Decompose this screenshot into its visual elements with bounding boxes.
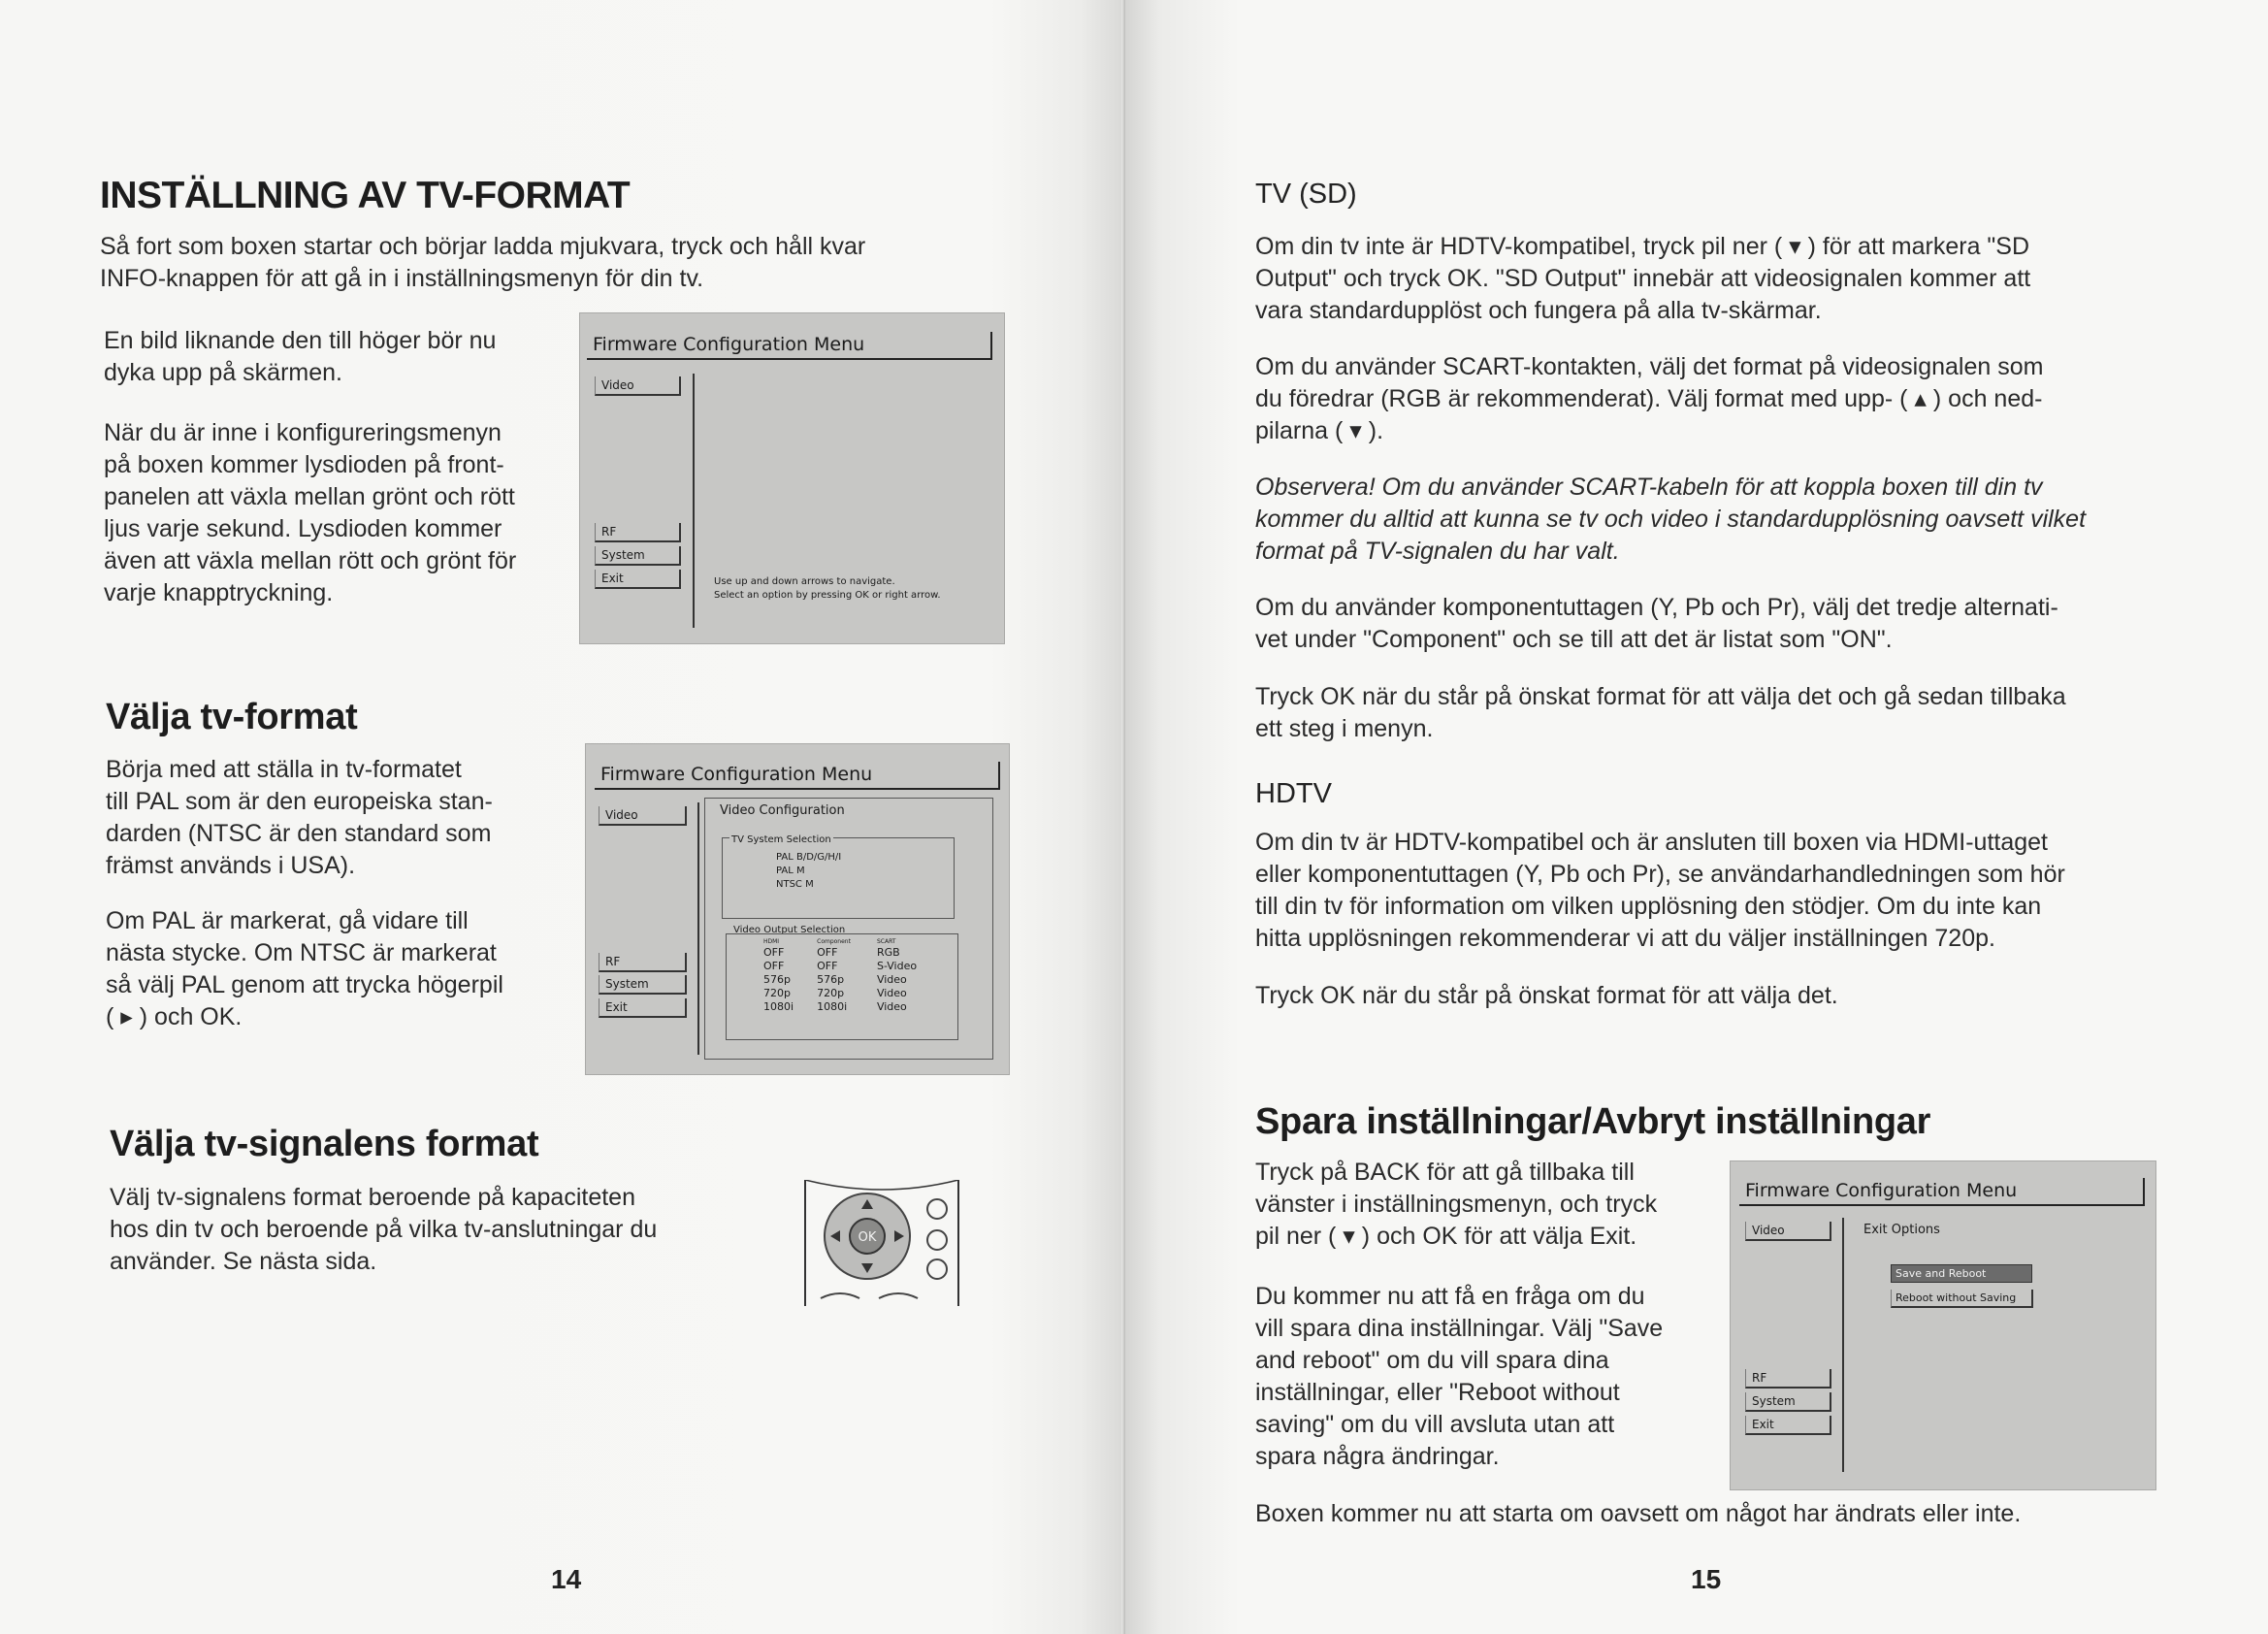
paragraph-signal-format: Välj tv-signalens format beroende på kapaciteten hos din tv och beroende på vilka tv-anslutningar du använder. Se nästa sida. (110, 1184, 658, 1275)
menu-item-video: Video (595, 376, 681, 396)
table-row: OFF OFF RGB (763, 946, 900, 959)
video-output-label: Video Output Selection (733, 925, 846, 935)
menu-divider (693, 374, 695, 628)
paragraph-reboot: Boxen kommer nu att starta om oavsett om något har ändrats eller inte. (1255, 1500, 2022, 1527)
menu-item-system: System (595, 546, 681, 566)
firmware-menu-screenshot-main (579, 312, 1005, 644)
pane-title: Video Configuration (720, 803, 845, 818)
firmware-menu-screenshot-video (585, 743, 1010, 1075)
section-heading-tv-format: Välja tv-format (106, 697, 358, 737)
header-component: Component (817, 938, 851, 945)
paragraph-back: Tryck på BACK för att gå tillbaka till vänster i inställningsmenyn, och tryck pil ner ( ▾ ) och OK för att välja Exit. (1255, 1159, 1658, 1250)
tv-system-label: TV System Selection (731, 834, 831, 845)
page-15 (1125, 0, 2268, 1634)
paragraph-scart: Om du använder SCART-kontakten, välj det format på videosignalen som du föredrar (RGB är rekommenderat). Välj format med upp- ( ▴ ) och ned- pilarna ( ▾ ). (1255, 353, 2044, 444)
header-hdmi: HDMI (763, 938, 780, 945)
page-number-left: 14 (551, 1564, 582, 1594)
menu-item-rf: RF (599, 953, 687, 972)
table-row: OFF OFF S-Video (763, 960, 918, 972)
navigation-hint: Use up and down arrows to navigate. Select an option by pressing OK or right arrow. (714, 576, 941, 601)
menu-item-rf: RF (595, 523, 681, 542)
paragraph-led: När du är inne i konfigureringsmenyn på boxen kommer lysdioden på front- panelen att växla mellan grönt och rött ljus varje sekund. Lysdioden kommer även att växla mellan rött och grönt för varje knapptryckning. (104, 419, 517, 606)
menu-divider (1842, 1218, 1844, 1472)
page-number-right: 15 (1691, 1564, 1722, 1594)
menu-item-system: System (599, 975, 687, 995)
video-output-table (763, 938, 948, 1014)
table-row: 576p 576p Video (763, 973, 907, 986)
menu-item-rf: RF (1745, 1369, 1831, 1389)
table-row: 720p 720p Video (763, 987, 907, 999)
paragraph-hdtv: Om din tv är HDTV-kompatibel och är ansluten till boxen via HDMI-uttaget eller komponentuttagen (Y, Pb och Pr), se användarhandledningen som hör till din tv för information om vilken upplösning den stödjer. Om du inte kan hitta upplösningen rekommenderar vi att du väljer inställningen 720p. (1255, 829, 2065, 952)
ok-key-label: OK (858, 1230, 877, 1245)
screen-title: Firmware Configuration Menu (595, 762, 1000, 790)
menu-item-exit: Exit (595, 570, 681, 589)
paragraph-confirm: Tryck OK när du står på önskat format för att välja det och gå sedan tillbaka ett steg i menyn. (1255, 683, 2066, 742)
page-14 (0, 0, 1125, 1634)
menu-item-system: System (1745, 1392, 1831, 1412)
paragraph-note: Observera! Om du använder SCART-kabeln för att koppla boxen till din tv kommer du alltid att kunna se tv och video i standardupplösning oavsett vilket format på TV-signalen du har valt. (1255, 474, 2087, 565)
table-row: 1080i 1080i Video (763, 1000, 907, 1013)
intro-paragraph: Så fort som boxen startar och börjar ladda mjukvara, tryck och håll kvar INFO-knappen för att gå in i inställningsmenyn för din tv. (100, 233, 866, 292)
header-scart: SCART (876, 938, 896, 945)
paragraph-hdtv-confirm: Tryck OK när du står på önskat format för att välja det. (1255, 982, 1838, 1009)
menu-item-exit: Exit (1745, 1416, 1831, 1435)
menu-item-exit: Exit (599, 998, 687, 1018)
paragraph-sd-output: Om din tv inte är HDTV-kompatibel, tryck pil ner ( ▾ ) för att markera "SD Output" och tryck OK. "SD Output" innebär att videosignalen kommer att vara standardupplöst och fungera på alla tv-skärmar. (1255, 233, 2031, 324)
save-and-reboot-option: Save and Reboot (1891, 1264, 2032, 1283)
section-heading-signal-format: Välja tv-signalens format (110, 1124, 539, 1164)
paragraph-save-choice: Du kommer nu att få en fråga om du vill spara dina inställningar. Välj "Save and reboot" om du vill spara dina inställningar, eller "Reboot without saving" om du vill avsluta utan att spara några ändringar. (1255, 1283, 1664, 1470)
paragraph-screen-hint: En bild liknande den till höger bör nu dyka upp på skärmen. (104, 327, 497, 386)
screen-title: Firmware Configuration Menu (587, 332, 992, 360)
reboot-without-saving-option: Reboot without Saving (1891, 1290, 2033, 1308)
paragraph-component: Om du använder komponentuttagen (Y, Pb och Pr), välj det tredje alternati- vet under "Component" och se till att det är listat som "ON". (1255, 594, 2058, 653)
subheading-tv-sd: TV (SD) (1255, 179, 1357, 210)
screen-title: Firmware Configuration Menu (1739, 1178, 2145, 1206)
paragraph-pal: Börja med att ställa in tv-formatet till PAL som är den europeiska stan- darden (NTSC är den standard som främst används i USA). (106, 756, 493, 879)
menu-item-video: Video (599, 806, 687, 826)
tv-system-options: PAL B/D/G/H/I PAL M NTSC M (776, 852, 842, 890)
remote-control-illustration (801, 1180, 966, 1306)
subheading-hdtv: HDTV (1255, 778, 1332, 809)
pane-title: Exit Options (1863, 1223, 1940, 1237)
menu-divider (697, 802, 699, 1055)
section-heading-save: Spara inställningar/Avbryt inställningar (1255, 1101, 1931, 1142)
paragraph-ntsc: Om PAL är markerat, gå vidare till nästa stycke. Om NTSC är markerat så välj PAL genom att trycka högerpil ( ▸ ) och OK. (106, 907, 503, 1030)
page-heading: INSTÄLLNING AV TV-FORMAT (100, 175, 631, 216)
firmware-menu-screenshot-exit (1730, 1160, 2156, 1490)
menu-item-video: Video (1745, 1222, 1831, 1241)
